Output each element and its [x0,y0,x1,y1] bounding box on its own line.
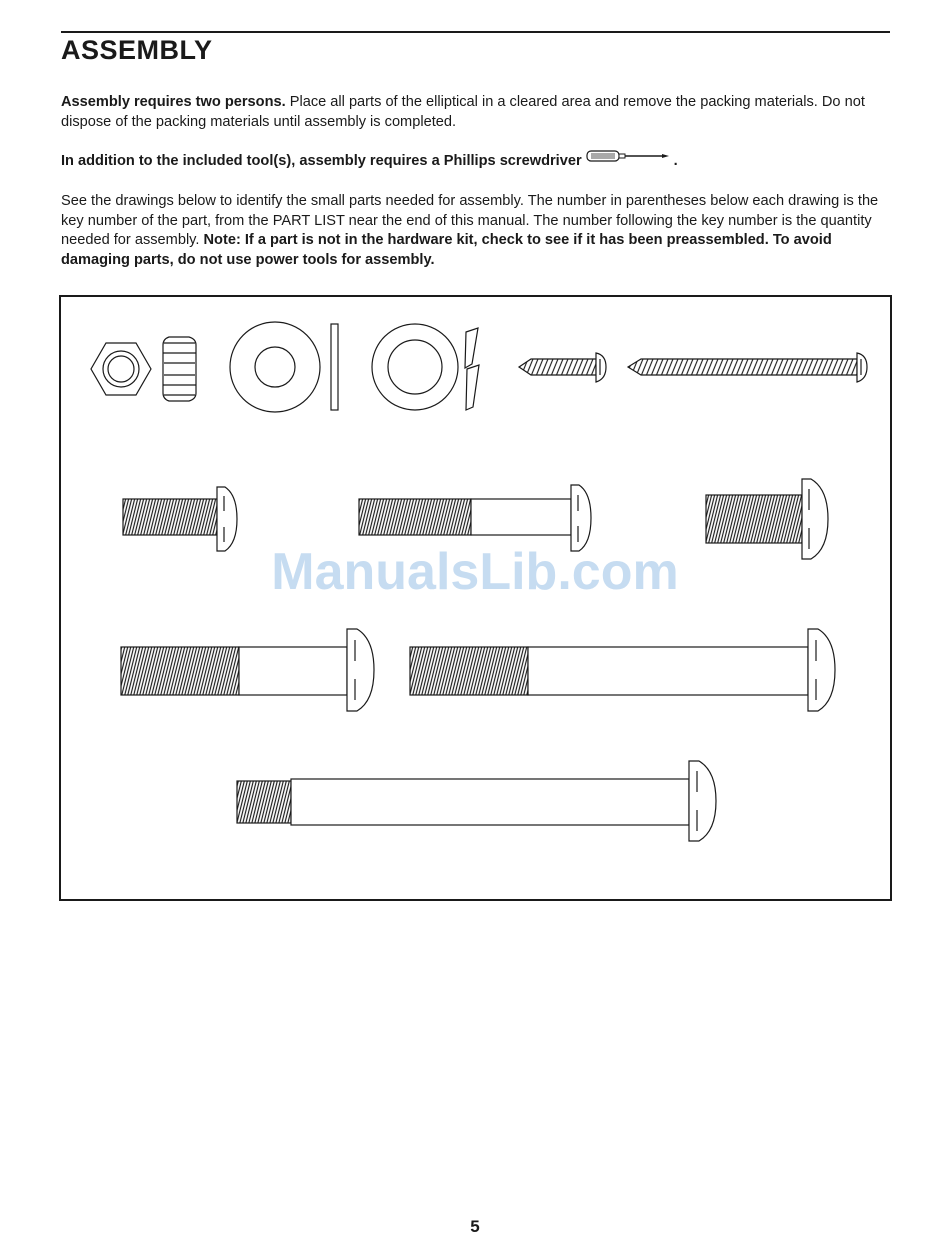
nylon-locknut-icon [163,337,196,401]
short-screw-icon [519,353,606,382]
header-rule [61,31,890,33]
bolt-icon [121,629,374,711]
flat-washer-icon [230,322,338,412]
page-title: ASSEMBLY [61,35,213,65]
watermark-text: ManualsLib.com [271,543,679,601]
intro-lead: Assembly requires two persons. [61,94,286,110]
bolt-icon [410,629,835,711]
bolt-icon [237,761,716,841]
bolt-icon [706,479,828,559]
bolt-icon [359,485,591,551]
instructions-text: See the drawings below to identify the small parts needed for assembly. The number in parentheses below each drawing is the key number of the part, from the PART LIST near the end of this manual. The number following the key number is the quantity needed for assembly. [61,193,879,249]
intro-paragraph [61,93,893,132]
hardware-drawings [61,297,890,899]
tools-paragraph [61,152,893,172]
bolt-icon [123,487,237,551]
page-number: 5 [470,1217,480,1236]
screwdriver-icon [586,149,670,170]
tools-end: . [673,153,678,169]
instructions-paragraph [61,192,893,270]
long-screw-icon [628,353,867,382]
instructions-note: Note: If a part is not in the hardware kit, check to see if it has been preassembled. To avoid damaging parts, do not use power tools for assembly. [61,232,832,268]
split-lock-washer-icon [372,324,479,410]
hardware-identification-chart [59,295,892,901]
intro-text: Place all parts of the elliptical in a cleared area and remove the packing materials. Do not dispose of the packing materials until assembly is completed. [61,94,865,130]
hex-nut-icon [91,343,151,395]
tools-text: In addition to the included tool(s), assembly requires a Phillips screwdriver [61,153,582,169]
